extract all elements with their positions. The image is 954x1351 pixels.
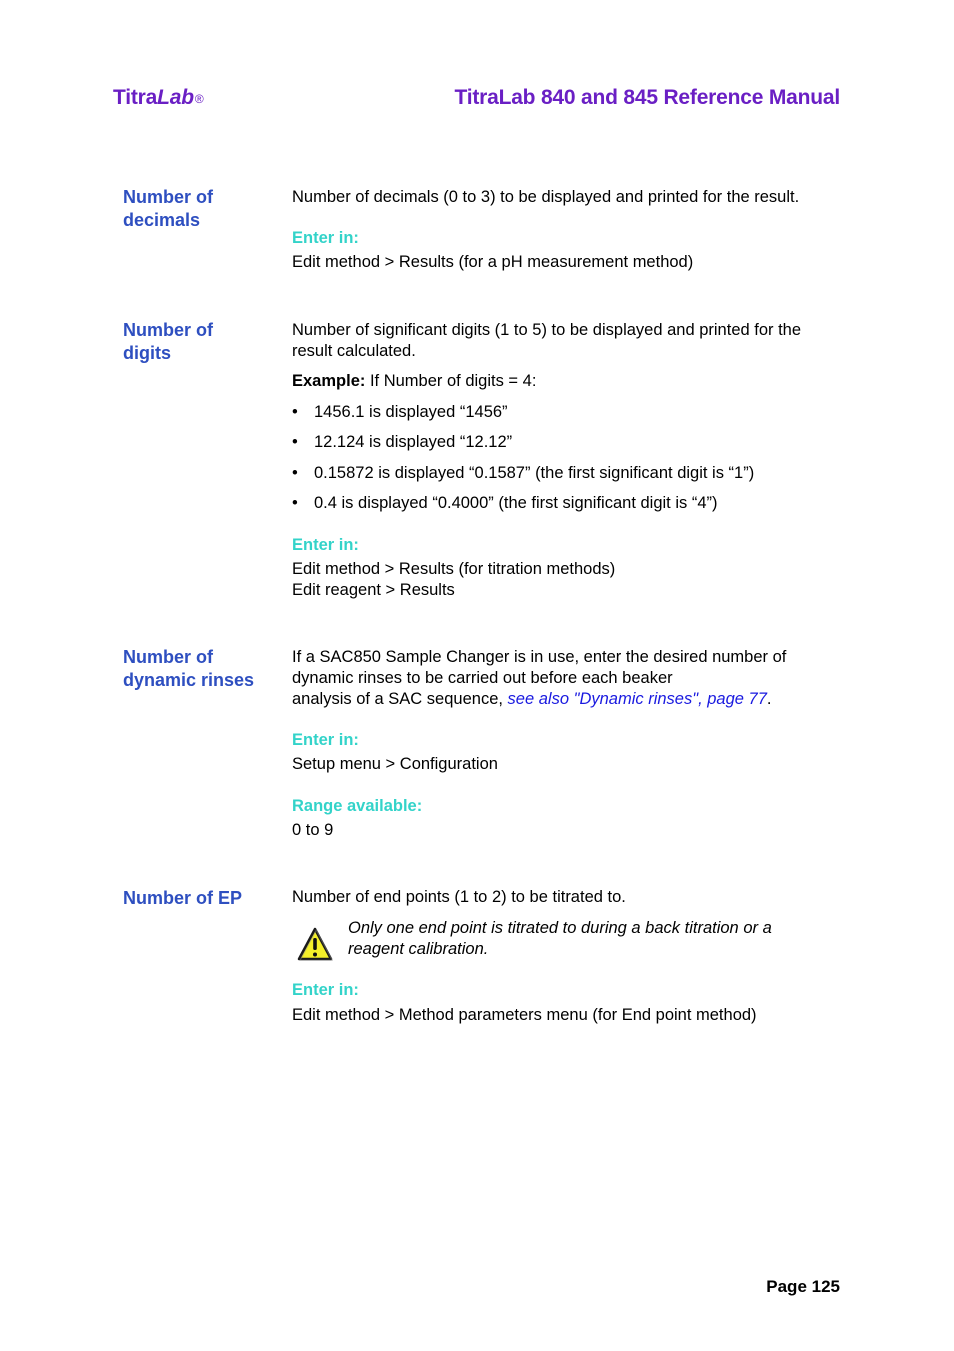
link-suffix: . (766, 690, 772, 708)
list-item (292, 493, 718, 514)
term-line: Number of (123, 187, 213, 207)
decimals-enter-in-path: Edit method > Results (for a pH measurement method) (292, 253, 694, 271)
description-line (292, 689, 837, 710)
term-number-of-dynamic-rinses (123, 646, 283, 692)
rinses-enter-in-label: Enter in: (292, 731, 359, 749)
decimals-description: Number of decimals (0 to 3) to be displayed and printed for the result. (292, 188, 800, 206)
decimals-enter-in-label: Enter in: (292, 229, 359, 247)
ep-description: Number of end points (1 to 2) to be titrated to. (292, 888, 626, 906)
enter-in-path: Edit reagent > Results (292, 581, 455, 599)
rinses-range-value: 0 to 9 (292, 821, 334, 839)
brand-italic: Lab (157, 86, 194, 109)
rinses-description (292, 647, 837, 710)
term-line: dynamic rinses (123, 670, 255, 690)
list-item-text: 0.4 is displayed “0.4000” (the first significant digit is “4”) (314, 494, 718, 512)
note-line: Only one end point is titrated to during a back titration or a (348, 919, 772, 937)
list-item-text: 0.15872 is displayed “0.1587” (the first significant digit is “1”) (314, 464, 755, 482)
term-line: digits (123, 343, 171, 363)
list-item (292, 432, 512, 453)
enter-in-path: Edit method > Results (for titration methods) (292, 560, 616, 578)
list-item (292, 402, 508, 423)
bullet-icon: • (292, 464, 298, 482)
ep-enter-in-label: Enter in: (292, 981, 359, 999)
description-line: dynamic rinses to be carried out before each beaker (292, 669, 673, 687)
term-number-of-ep: Number of EP (123, 888, 243, 908)
page-number: Page 125 (766, 1277, 840, 1296)
ep-note (348, 918, 828, 960)
digits-enter-in-label: Enter in: (292, 536, 359, 554)
registered-mark: ® (194, 92, 204, 106)
description-line: result calculated. (292, 342, 416, 360)
brand-logo (113, 86, 204, 110)
description-line: If a SAC850 Sample Changer is in use, enter the desired number of (292, 648, 787, 666)
bullet-icon: • (292, 494, 298, 512)
bullet-icon: • (292, 433, 298, 451)
term-number-of-digits (123, 319, 283, 365)
brand-plain: Titra (113, 86, 158, 109)
rinses-enter-in-path: Setup menu > Configuration (292, 755, 498, 773)
rinses-range-label: Range available: (292, 797, 423, 815)
digits-description (292, 320, 837, 362)
manual-title: TitraLab 840 and 845 Reference Manual (454, 86, 840, 109)
list-item (292, 463, 754, 484)
example-label: Example: (292, 372, 366, 390)
term-line: Number of (123, 320, 213, 340)
list-item-text: 12.124 is displayed “12.12” (314, 433, 513, 451)
example-text: If Number of digits = 4: (365, 372, 537, 390)
term-line: Number of (123, 647, 213, 667)
description-line: Number of significant digits (1 to 5) to be displayed and printed for the (292, 321, 802, 339)
digits-enter-in-paths (292, 559, 837, 601)
description-text: analysis of a SAC sequence, (292, 690, 508, 708)
term-line: decimals (123, 210, 201, 230)
list-item-text: 1456.1 is displayed “1456” (314, 403, 508, 421)
bullet-icon: • (292, 403, 298, 421)
note-line: reagent calibration. (348, 940, 489, 958)
dynamic-rinses-link[interactable]: see also "Dynamic rinses", page 77 (507, 690, 767, 708)
digits-example (292, 371, 837, 392)
term-number-of-decimals (123, 186, 283, 232)
ep-enter-in-path: Edit method > Method parameters menu (for End point method) (292, 1006, 757, 1024)
warning-icon (297, 926, 333, 962)
